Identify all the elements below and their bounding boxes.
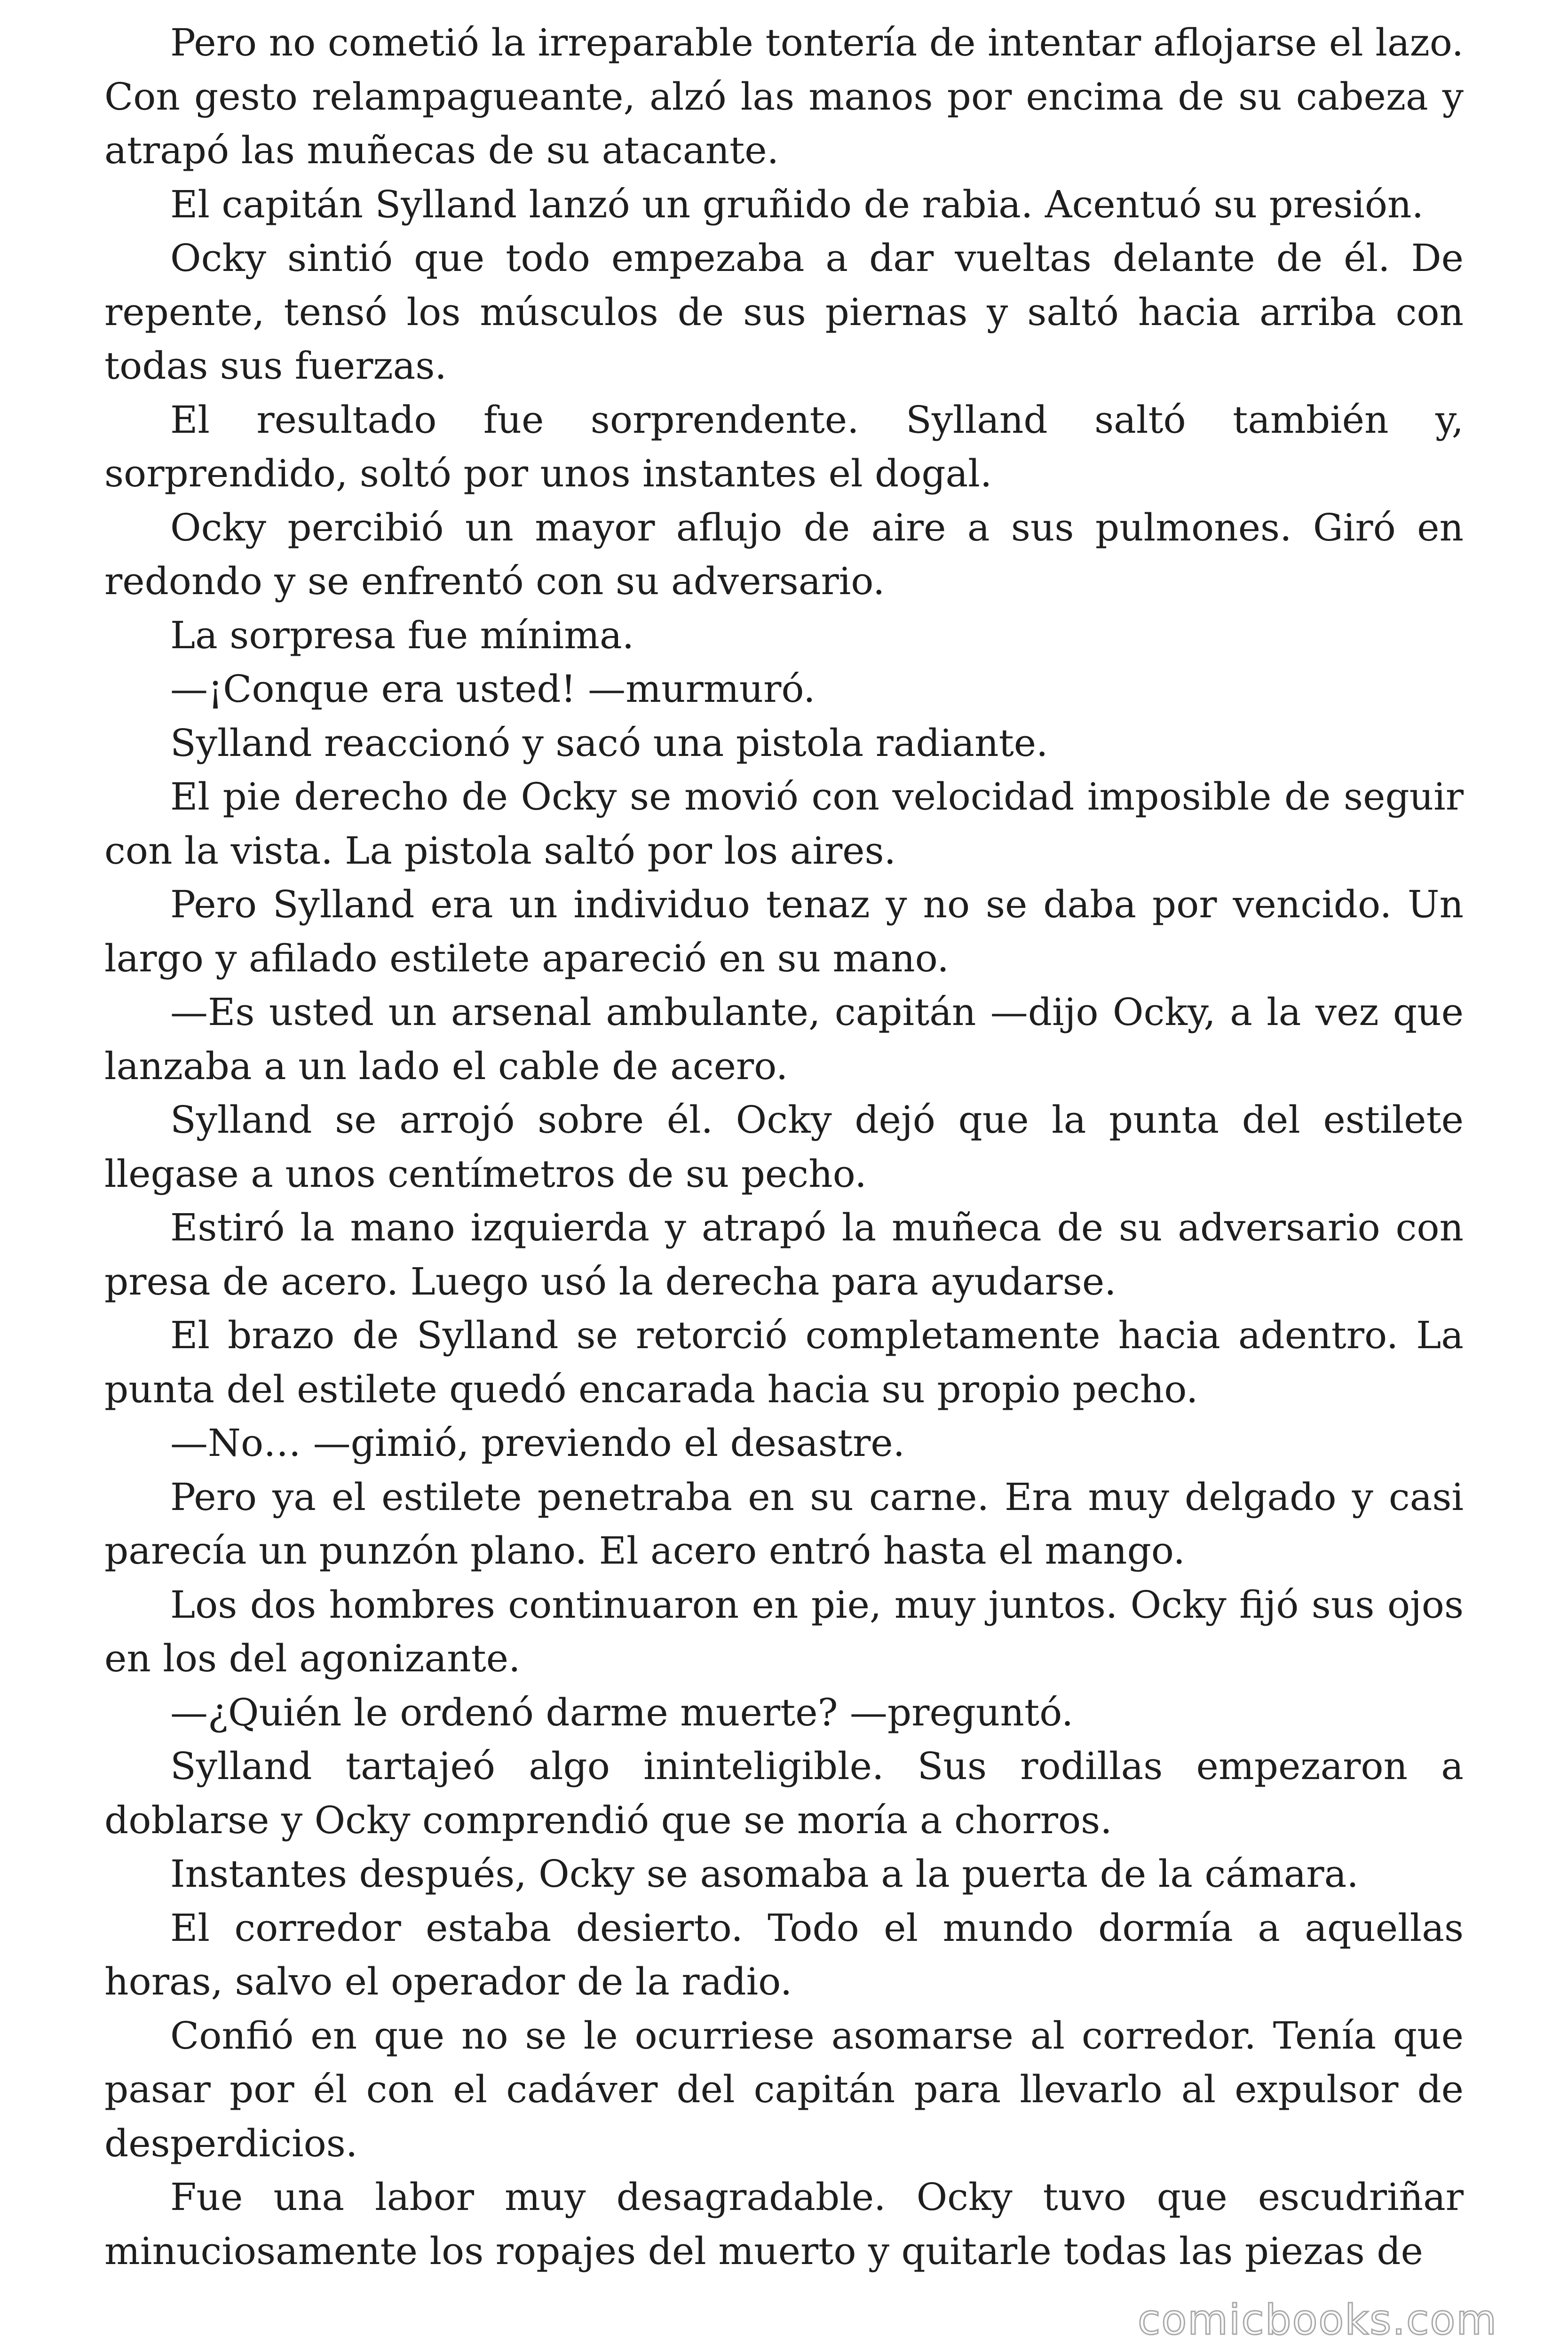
paragraph-17: Los dos hombres continuaron en pie, muy juntos. Ocky fijó sus ojos en los del agonizante.	[104, 1582, 1464, 1680]
paragraph-22: Confió en que no se le ocurriese asomarse al corredor. Tenía que pasar por él con el cadáver del capitán para llevarlo al expulsor de desperdicios.	[104, 2013, 1464, 2165]
paragraph-1: Pero no cometió la irreparable tontería de intentar aflojarse el lazo. Con gesto relampagueante, alzó las manos por encima de su cabeza y atrapó las muñecas de su atacante.	[104, 21, 1464, 172]
paragraph-13: Estiró la mano izquierda y atrapó la muñeca de su adversario con presa de acero. Luego usó la derecha para ayudarse.	[104, 1206, 1464, 1303]
paragraph-14: El brazo de Sylland se retorció completamente hacia adentro. La punta del estilete quedó encarada hacia su propio pecho.	[104, 1313, 1464, 1411]
paragraph-8: Sylland reaccionó y sacó una pistola radiante.	[170, 721, 1048, 765]
paragraph-15: —No… —gimió, previendo el desastre.	[170, 1421, 905, 1465]
paragraph-20: Instantes después, Ocky se asomaba a la puerta de la cámara.	[170, 1852, 1359, 1896]
paragraph-11: —Es usted un arsenal ambulante, capitán —dijo Ocky, a la vez que lanzaba a un lado el cable de acero.	[104, 990, 1464, 1088]
paragraph-10: Pero Sylland era un individuo tenaz y no se daba por vencido. Un largo y afilado estilete apareció en su mano.	[104, 882, 1464, 980]
paragraph-23: Fue una labor muy desagradable. Ocky tuvo que escudriñar minuciosamente los ropajes del muerto y quitarle todas las piezas de	[104, 2175, 1464, 2273]
paragraph-21: El corredor estaba desierto. Todo el mundo dormía a aquellas horas, salvo el operador de la radio.	[104, 1906, 1464, 2003]
paragraph-2: El capitán Sylland lanzó un gruñido de rabia. Acentuó su presión.	[170, 182, 1424, 226]
paragraph-5: Ocky percibió un mayor aflujo de aire a sus pulmones. Giró en redondo y se enfrentó con su adversario.	[104, 505, 1464, 603]
paragraph-7: —¡Conque era usted! —murmuró.	[170, 667, 816, 711]
body-text	[104, 16, 1464, 2278]
paragraph-16: Pero ya el estilete penetraba en su carne. Era muy delgado y casi parecía un punzón plano. El acero entró hasta el mango.	[104, 1475, 1464, 1573]
paragraph-9: El pie derecho de Ocky se movió con velocidad imposible de seguir con la vista. La pistola saltó por los aires.	[104, 775, 1464, 873]
paragraph-3: Ocky sintió que todo empezaba a dar vueltas delante de él. De repente, tensó los músculos de sus piernas y saltó hacia arriba con todas sus fuerzas.	[104, 236, 1464, 388]
paragraph-12: Sylland se arrojó sobre él. Ocky dejó que la punta del estilete llegase a unos centímetros de su pecho.	[104, 1098, 1464, 1196]
paragraph-6: La sorpresa fue mínima.	[170, 613, 634, 657]
paragraph-19: Sylland tartajeó algo ininteligible. Sus rodillas empezaron a doblarse y Ocky comprendió que se moría a chorros.	[104, 1744, 1464, 1842]
paragraph-4: El resultado fue sorprendente. Sylland saltó también y, sorprendido, soltó por unos instantes el dogal.	[104, 397, 1464, 495]
watermark: comicbooks.com	[1137, 2296, 1497, 2344]
paragraph-18: —¿Quién le ordenó darme muerte? —preguntó.	[170, 1690, 1074, 1734]
